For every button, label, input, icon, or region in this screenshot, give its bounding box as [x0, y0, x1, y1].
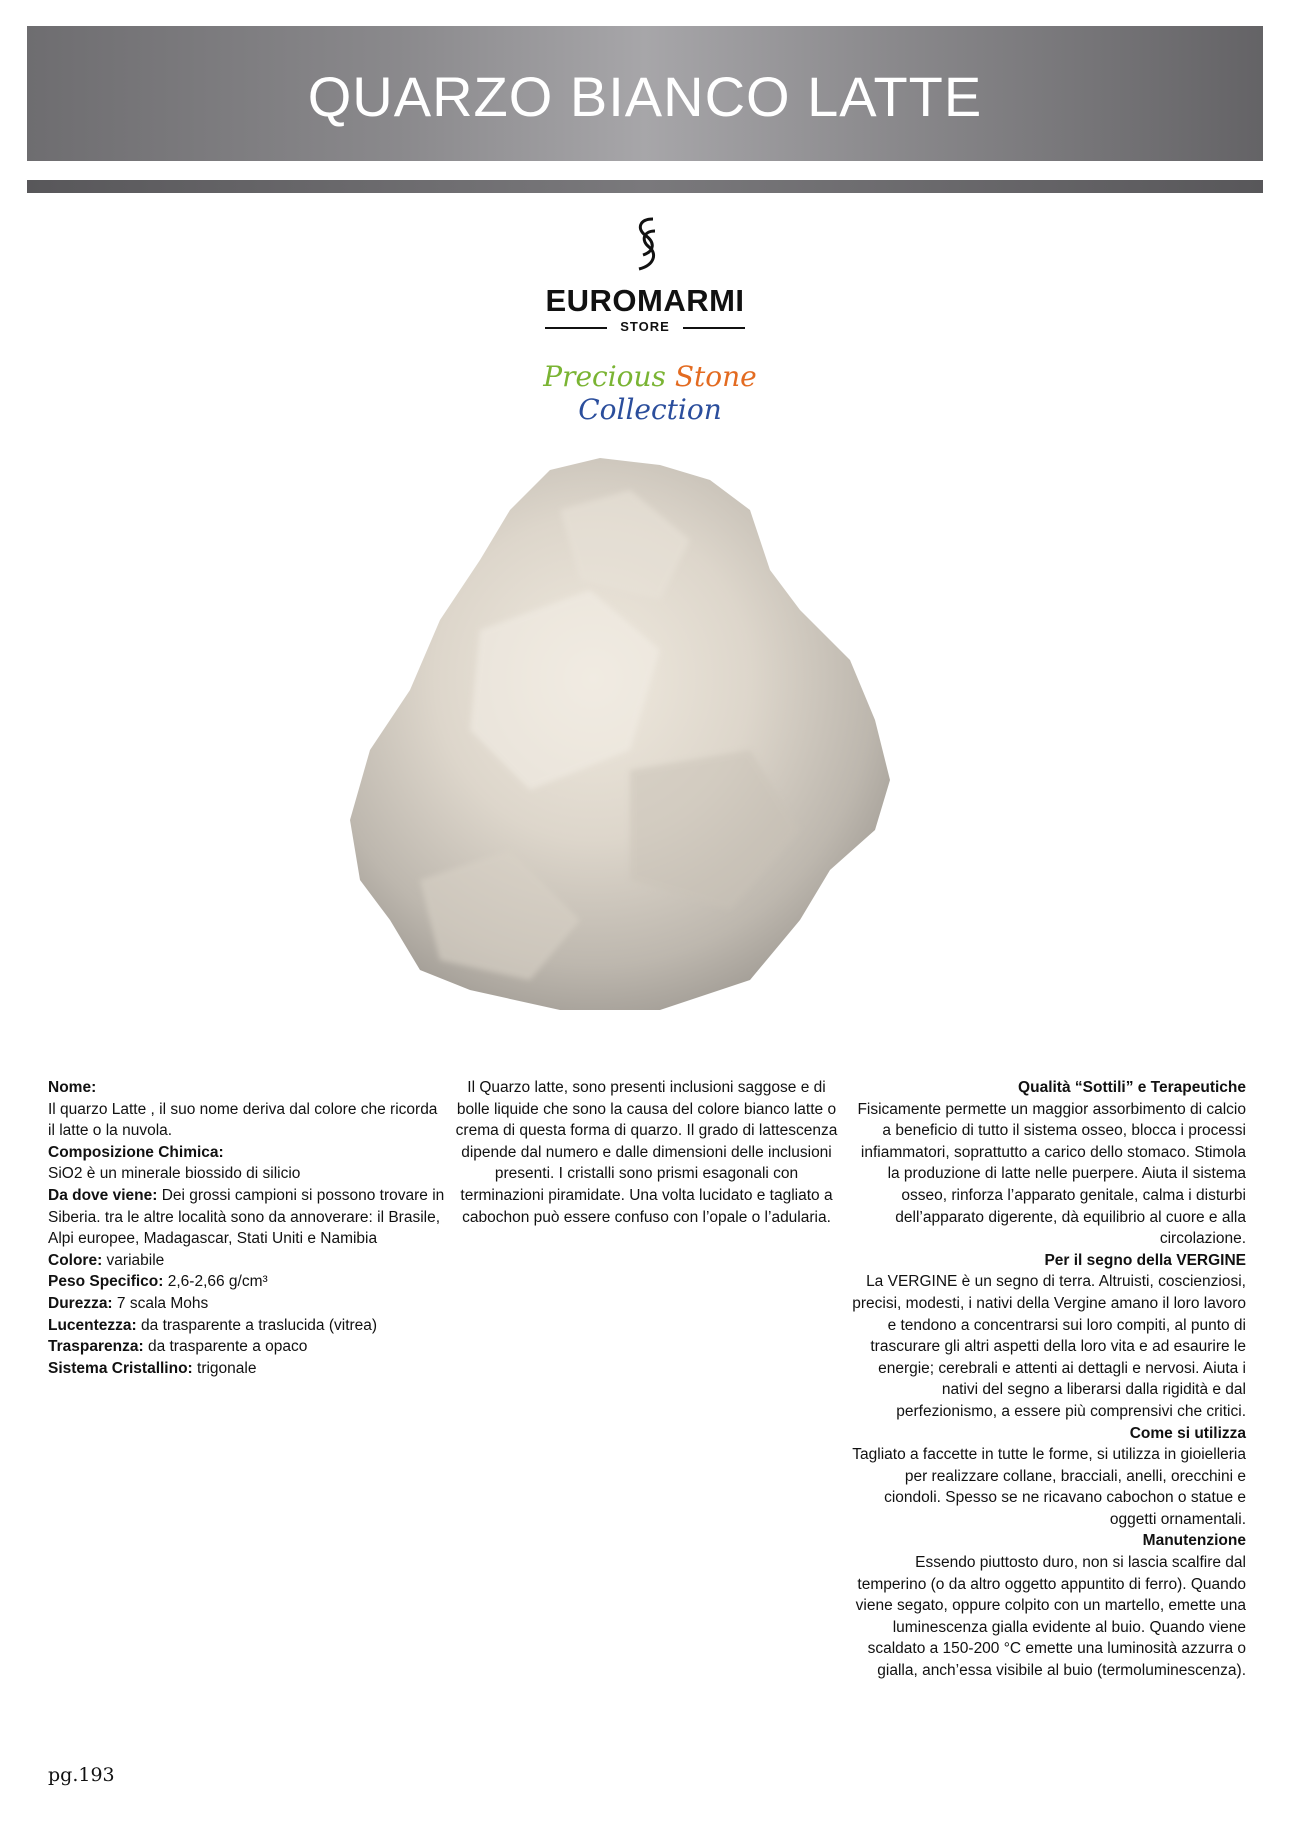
trasparenza-text: da trasparente a opaco: [143, 1338, 308, 1356]
store-line-right: [683, 327, 745, 329]
lucentezza-label: Lucentezza:: [48, 1316, 137, 1334]
nome-text: Il quarzo Latte , il suo nome deriva dal colore che ricorda il latte o la nuvola.: [48, 1100, 438, 1140]
manutenzione-text: Essendo piuttosto duro, non si lascia scalfire dal temperino (o da altro oggetto appuntito di ferro). Quando viene segato, oppure colpito con un martello, emette una luminescenza gialla evidente al buio. Quando viene scaldato a 150-200 °C emette una luminosità azzurra o gialla, anch’essa visibile al buio (termoluminescenza).: [855, 1554, 1246, 1680]
composizione-label: Composizione Chimica:: [48, 1143, 224, 1161]
provenienza-label: Da dove viene:: [48, 1186, 158, 1204]
peso-label: Peso Specifico:: [48, 1273, 164, 1291]
durezza-label: Durezza:: [48, 1294, 113, 1312]
collection-tagline: [480, 360, 820, 426]
s-monogram-icon: [633, 215, 659, 273]
page-title: QUARZO BIANCO LATTE: [307, 65, 983, 128]
lucentezza-text: da trasparente a traslucida (vitrea): [136, 1316, 378, 1334]
nome-label: Nome:: [48, 1079, 97, 1096]
tagline-word-stone: Stone: [674, 360, 757, 393]
description-text: Il Quarzo latte, sono presenti inclusioni saggose e di bolle liquide che sono la causa del colore bianco latte o crema di questa forma di quarzo. Il grado di lattescenza dipende dal numero e dalle dimensioni delle inclusioni presenti. I cristalli sono prismi esagonali con terminazioni piramidate. Una volta lucidato e tagliato a cabochon può essere confuso con l’opale o l’adularia.: [455, 1079, 838, 1226]
composizione-text: SiO2 è un minerale biossido di silicio: [48, 1165, 301, 1183]
qualita-heading: Qualità “Sottili” e Terapeutiche: [1018, 1079, 1246, 1096]
colore-text: variabile: [102, 1251, 165, 1269]
brand-logo: [515, 215, 775, 345]
tagline-word-collection: Collection: [578, 393, 722, 426]
segno-heading: Per il segno della VERGINE: [1044, 1251, 1246, 1269]
white-quartz-stone-photo: [330, 450, 980, 1030]
page-number: pg.193: [48, 1764, 115, 1786]
utilizzo-heading: Come si utilizza: [1129, 1424, 1246, 1442]
brand-store-label: STORE: [620, 319, 670, 334]
provenienza-text: Dei grossi campioni si possono trovare in Siberia. tra le altre località sono da annoverare: il Brasile, Alpi europee, Madagascar, Stati Uniti e Namibia: [48, 1186, 445, 1248]
sistema-text: trigonale: [192, 1359, 257, 1377]
tagline-word-precious: Precious: [543, 360, 666, 393]
qualities-column: [848, 1077, 1246, 1682]
utilizzo-text: Tagliato a faccette in tutte le forme, si utilizza in gioielleria per realizzare collane, bracciali, anelli, orecchini e ciondoli. Spesso se ne ricavano cabochon o statue e oggetti ornamentali.: [852, 1446, 1246, 1528]
manutenzione-heading: Manutenzione: [1142, 1532, 1246, 1550]
description-column: [455, 1077, 838, 1228]
header-band: [27, 26, 1263, 161]
segno-text: La VERGINE è un segno di terra. Altruisti, coscienziosi, precisi, modesti, i nativi della Vergine amano il loro lavoro e tendono a concentrarsi sui loro compiti, al punto di trascurare gli altri aspetti della loro vita e ad esaurire le energie; cerebrali e attenti ai dettagli e nervosi. Aiuta i nativi del segno a liberarsi dalla rigidità e dal perfezionismo, a essere più comprensivi che critici.: [852, 1273, 1246, 1420]
sistema-label: Sistema Cristallino:: [48, 1359, 193, 1377]
brand-name: EUROMARMI: [545, 283, 745, 318]
colore-label: Colore:: [48, 1251, 103, 1269]
qualita-text: Fisicamente permette un maggior assorbimento di calcio a beneficio di tutto il sistema osseo, blocca i processi infiammatori, soprattutto a carico dello stomaco. Stimola la produzione di latte nelle puerpere. Aiuta il sistema osseo, rinforza l’apparato genitale, calma i disturbi dell’apparato digerente, dà equilibrio al cuore e alla circolazione.: [857, 1100, 1246, 1248]
durezza-text: 7 scala Mohs: [112, 1294, 209, 1312]
trasparenza-label: Trasparenza:: [48, 1338, 144, 1356]
stone-properties-column: [48, 1077, 448, 1379]
header-divider: [27, 180, 1263, 193]
peso-text: 2,6-2,66 g/cm³: [163, 1273, 268, 1291]
